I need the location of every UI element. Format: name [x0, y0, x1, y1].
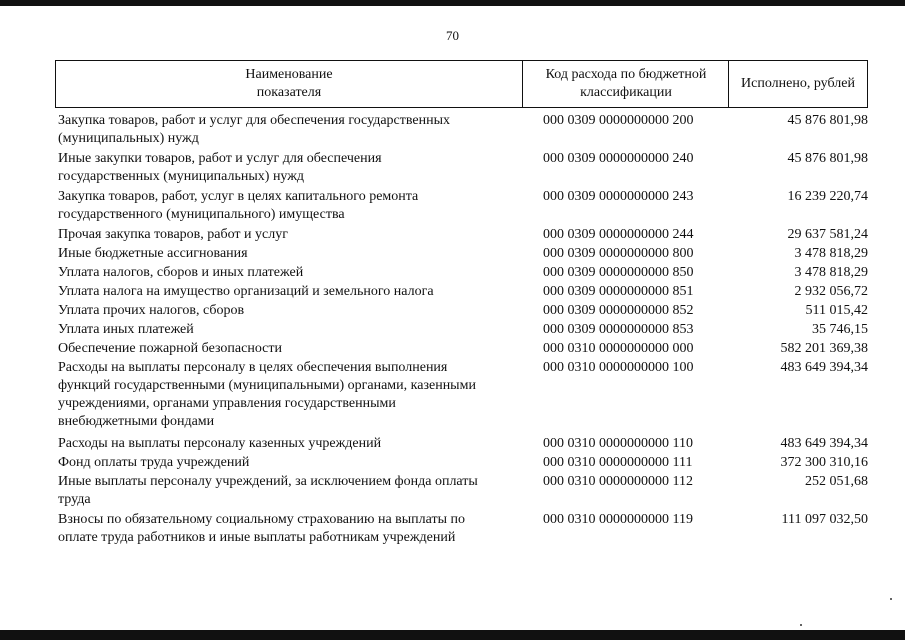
row-name-line: Уплата прочих налогов, сборов	[58, 303, 245, 318]
row-amount: 29 637 581,24	[787, 227, 868, 242]
row-name-line: (муниципальных) нужд	[58, 131, 199, 146]
row-code: 000 0310 0000000000 110	[543, 436, 693, 451]
row-amount: 45 876 801,98	[787, 151, 868, 166]
row-code: 000 0310 0000000000 119	[543, 512, 693, 527]
row-name-line: Закупка товаров, работ, услуг в целях капитального ремонта	[58, 189, 419, 204]
table-row	[55, 150, 868, 186]
row-name	[58, 302, 528, 320]
row-amount: 111 097 032,50	[781, 512, 868, 527]
row-name	[58, 511, 528, 547]
row-code: 000 0310 0000000000 100	[543, 360, 694, 375]
row-name-line: Иные бюджетные ассигнования	[58, 246, 248, 261]
row-amount: 483 649 394,34	[780, 436, 868, 451]
header-code-line2: классификации	[580, 85, 672, 100]
header-name	[56, 61, 522, 107]
row-amount: 582 201 369,38	[780, 341, 868, 356]
row-name-line: Уплата налога на имущество организаций и земельного налога	[58, 284, 434, 299]
table-row	[55, 112, 868, 148]
row-name	[58, 340, 528, 358]
row-name-line: внебюджетными фондами	[58, 414, 215, 429]
row-code: 000 0309 0000000000 200	[543, 113, 694, 128]
table-row	[55, 340, 868, 358]
header-code-line1: Код расхода по бюджетной	[545, 67, 707, 82]
row-name-line: государственных (муниципальных) нужд	[58, 169, 305, 184]
row-name-line: государственного (муниципального) имущества	[58, 207, 345, 222]
table-row	[55, 511, 868, 547]
table-row	[55, 302, 868, 320]
row-code: 000 0309 0000000000 853	[543, 322, 694, 337]
row-amount: 35 746,15	[812, 322, 868, 337]
header-code	[522, 61, 729, 107]
row-name-line: Иные закупки товаров, работ и услуг для обеспечения	[58, 151, 382, 166]
table-row	[55, 435, 868, 453]
row-code: 000 0310 0000000000 112	[543, 474, 693, 489]
table-row	[55, 264, 868, 282]
row-name-line: оплате труда работников и иные выплаты работникам учреждений	[58, 530, 456, 545]
row-name	[58, 112, 528, 148]
scan-speck	[890, 598, 892, 600]
row-code: 000 0309 0000000000 800	[543, 246, 694, 261]
row-amount: 45 876 801,98	[787, 113, 868, 128]
table-row	[55, 283, 868, 301]
row-amount: 2 932 056,72	[794, 284, 868, 299]
row-name-line: учреждениями, органами управления государственными	[58, 396, 396, 411]
header-name-line1: Наименование	[245, 67, 333, 82]
row-code: 000 0309 0000000000 850	[543, 265, 694, 280]
row-code: 000 0309 0000000000 243	[543, 189, 694, 204]
row-code: 000 0310 0000000000 000	[543, 341, 694, 356]
row-name	[58, 188, 528, 224]
row-name-line: Расходы на выплаты персоналу в целях обеспечения выполнения	[58, 360, 448, 375]
row-name	[58, 473, 528, 509]
row-name	[58, 245, 528, 263]
row-name-line: Обеспечение пожарной безопасности	[58, 341, 283, 356]
row-amount: 16 239 220,74	[787, 189, 868, 204]
row-amount: 3 478 818,29	[794, 265, 868, 280]
row-code: 000 0309 0000000000 240	[543, 151, 694, 166]
row-name-line: Закупка товаров, работ и услуг для обеспечения государственных	[58, 113, 451, 128]
table-row	[55, 359, 868, 431]
table-row	[55, 226, 868, 244]
row-name-line: Иные выплаты персоналу учреждений, за исключением фонда оплаты	[58, 474, 478, 489]
row-code: 000 0309 0000000000 851	[543, 284, 694, 299]
table-row	[55, 321, 868, 339]
row-code: 000 0309 0000000000 244	[543, 227, 694, 242]
bottom-border	[0, 630, 905, 640]
row-name-line: Прочая закупка товаров, работ и услуг	[58, 227, 288, 242]
row-name	[58, 454, 528, 472]
row-name-line: Расходы на выплаты персоналу казенных учреждений	[58, 436, 382, 451]
table-row	[55, 454, 868, 472]
row-amount: 483 649 394,34	[780, 360, 868, 375]
row-name-line: Фонд оплаты труда учреждений	[58, 455, 250, 470]
row-amount: 511 015,42	[805, 303, 868, 318]
row-name	[58, 283, 528, 301]
row-code: 000 0309 0000000000 852	[543, 303, 694, 318]
budget-table	[55, 60, 868, 545]
top-border	[0, 0, 905, 6]
row-name	[58, 264, 528, 282]
row-amount: 3 478 818,29	[794, 246, 868, 261]
row-amount: 252 051,68	[805, 474, 868, 489]
row-name	[58, 150, 528, 186]
scan-speck	[800, 624, 802, 626]
table-header	[55, 60, 868, 108]
row-name-line: функций государственными (муниципальными) органами, казенными	[58, 378, 476, 393]
table-row	[55, 473, 868, 509]
row-name	[58, 435, 528, 453]
header-name-line2: показателя	[256, 85, 322, 100]
header-amount: Исполнено, рублей	[728, 61, 867, 107]
row-name	[58, 226, 528, 244]
row-code: 000 0310 0000000000 111	[543, 455, 693, 470]
page-number: 70	[446, 28, 459, 43]
row-name	[58, 359, 528, 431]
row-name-line: Взносы по обязательному социальному страхованию на выплаты по	[58, 512, 466, 527]
row-name-line: труда	[58, 492, 91, 507]
row-amount: 372 300 310,16	[780, 455, 868, 470]
row-name	[58, 321, 528, 339]
table-row	[55, 188, 868, 224]
row-name-line: Уплата иных платежей	[58, 322, 194, 337]
row-name-line: Уплата налогов, сборов и иных платежей	[58, 265, 304, 280]
table-row	[55, 245, 868, 263]
